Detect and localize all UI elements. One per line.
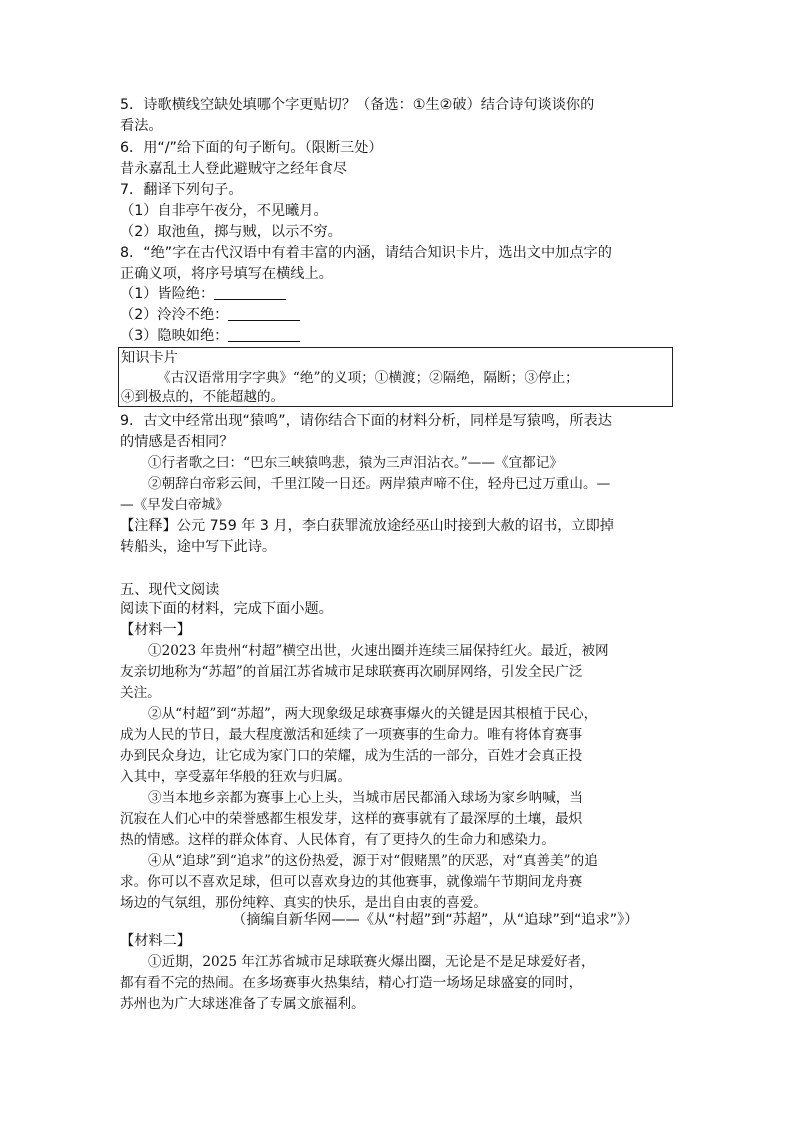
material-1-label: 【材料一】 bbox=[120, 622, 191, 638]
q8-item-1-label: （1）皆险绝： bbox=[120, 286, 215, 302]
q7-item-1: （1）自非亭午夜分，不见曦月。 bbox=[120, 203, 328, 219]
q7-title: 7．翻译下列句子。 bbox=[120, 182, 243, 198]
q8-answer-blank-3[interactable] bbox=[228, 327, 300, 342]
m1-p2-line-2: 成为人民的节日，最大程度激活和延续了一项赛事的生命力。唯有将体育赛事 bbox=[120, 727, 583, 743]
q8-line-1: 8．“绝”字在古代汉语中有着丰富的内涵，请结合知识卡片，选出文中加点字的 bbox=[120, 245, 612, 261]
q9-material-2-line-1: ②朝辞白帝彩云间，千里江陵一日还。两岸猿声啼不住，轻舟已过万重山。— bbox=[148, 476, 611, 492]
q9-line-2: 的情感是否相同？ bbox=[120, 434, 234, 450]
m1-p3-line-2: 沉寂在人们心中的荣誉感都生根发芽，这样的赛事就有了最深厚的土壤，最炽 bbox=[120, 811, 583, 827]
m1-p2-line-4: 入其中，享受嘉年华般的狂欢与归属。 bbox=[120, 769, 352, 785]
q8-item-3-label: （3）隐映如绝： bbox=[120, 328, 229, 344]
m1-p1-line-3: 关注。 bbox=[120, 685, 161, 701]
q8-item-2 bbox=[120, 306, 300, 325]
knowledge-card-line-2: ④到极点的，不能超越的。 bbox=[121, 389, 285, 405]
q9-line-1: 9．古文中经常出现“猿鸣”，请你结合下面的材料分析，同样是写猿鸣，所表达 bbox=[120, 413, 612, 429]
q6-sentence: 昔永嘉乱土人登此避贼守之经年食尽 bbox=[120, 161, 348, 177]
material-1-source: （摘编自新华网——《从“村超”到“苏超”，从“追球”到“追求”》） bbox=[232, 912, 639, 928]
q5-line-2: 看法。 bbox=[120, 118, 163, 134]
material-2-label: 【材料二】 bbox=[120, 933, 191, 949]
q6-line-1: 6．用“/”给下面的句子断句。（限断三处） bbox=[120, 140, 383, 156]
q9-material-1: ①行者歌之曰：“巴东三峡猿鸣悲，猿为三声泪沾衣。”——《宜都记》 bbox=[148, 455, 563, 471]
q8-line-2: 正确义项，将序号填写在横线上。 bbox=[120, 266, 333, 282]
m1-p4-line-1: ④从“追球”到“追求”的这份热爱，源于对“假赌黑”的厌恶，对“真善美”的追 bbox=[148, 853, 598, 869]
knowledge-card-line-1: 《古汉语常用字字典》“绝”的义项；①横渡；②隔绝，隔断；③停止； bbox=[157, 370, 579, 386]
m2-p1-line-3: 苏州也为广大球迷准备了专属文旅福利。 bbox=[120, 996, 365, 1012]
q8-item-3 bbox=[120, 327, 300, 346]
m1-p3-line-1: ③当本地乡亲都为赛事上心上头，当城市居民都涌入球场为家乡呐喊，当 bbox=[148, 790, 583, 806]
q8-answer-blank-1[interactable] bbox=[214, 285, 286, 300]
m1-p4-line-2: 求。你可以不喜欢足球，但可以喜欢身边的其他赛事，就像端午节期间龙舟赛 bbox=[120, 874, 583, 890]
q8-answer-blank-2[interactable] bbox=[228, 306, 300, 321]
q9-note-line-2: 转船头，途中写下此诗。 bbox=[120, 539, 277, 555]
knowledge-card-title: 知识卡片 bbox=[121, 350, 178, 366]
m1-p4-line-3: 场边的气氛组，那份纯粹、真实的快乐，是出自由衷的喜爱。 bbox=[120, 895, 488, 911]
m1-p1-line-2: 友亲切地称为“苏超”的首届江苏省城市足球联赛再次刷屏网络，引发全民广泛 bbox=[120, 664, 583, 680]
m1-p3-line-3: 热的情感。这样的群众体育、人民体育，有了更持久的生命力和感染力。 bbox=[120, 832, 555, 848]
q8-item-1 bbox=[120, 285, 286, 304]
q9-material-2-line-2: —《早发白帝城》 bbox=[120, 497, 229, 513]
knowledge-card bbox=[118, 347, 673, 407]
m2-p1-line-2: 都有看不完的热闹。在多场赛事火热集结，精心打造一场场足球盛宴的同时， bbox=[120, 975, 583, 991]
q7-item-2: （2）取池鱼，掷与贼，以示不穷。 bbox=[120, 224, 342, 240]
section-heading: 五、现代文阅读 bbox=[120, 582, 220, 598]
m1-p1-line-1: ①2023 年贵州“村超”横空出世，火速出圈并连续三届保持红火。最近，被网 bbox=[148, 643, 609, 659]
section-intro: 阅读下面的材料，完成下面小题。 bbox=[120, 601, 333, 617]
q8-item-2-label: （2）泠泠不绝： bbox=[120, 307, 229, 323]
m1-p2-line-1: ②从“村超”到“苏超”，两大现象级足球赛事爆火的关键是因其根植于民心， bbox=[148, 706, 598, 722]
m2-p1-line-1: ①近期，2025 年江苏省城市足球联赛火爆出圈，无论是不是足球爱好者， bbox=[148, 954, 595, 970]
q9-note-line-1: 【注释】公元 759 年 3 月，李白获罪流放途经巫山时接到大赦的诏书，立即掉 bbox=[120, 518, 614, 534]
q5-line-1: 5．诗歌横线空缺处填哪个字更贴切？（备选：①生②破）结合诗句谈谈你的 bbox=[120, 97, 595, 113]
m1-p2-line-3: 办到民众身边，让它成为家门口的荣耀，成为生活的一部分，百姓才会真正投 bbox=[120, 748, 583, 764]
